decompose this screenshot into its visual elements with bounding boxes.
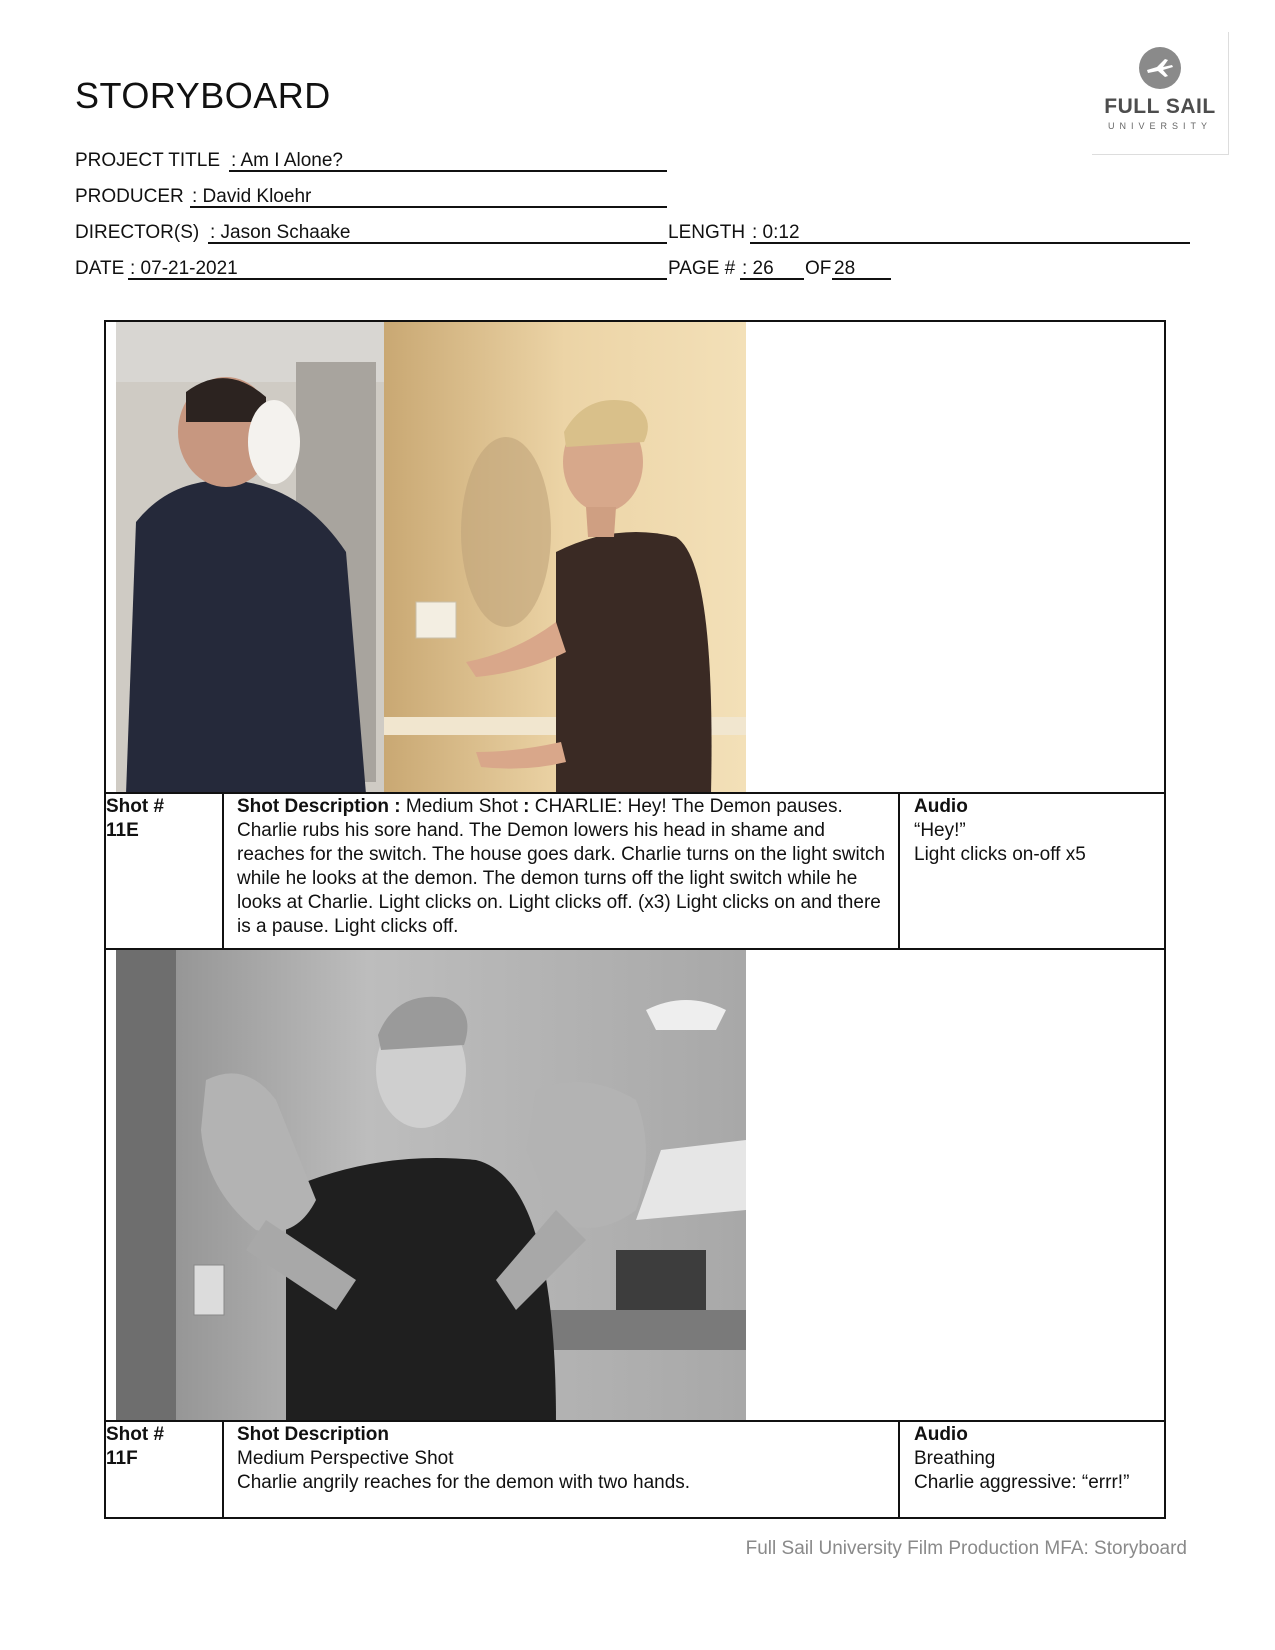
logo-subtitle: UNIVERSITY bbox=[1107, 121, 1212, 131]
director-value: : Jason Schaake bbox=[208, 222, 667, 244]
producer-value: : David Kloehr bbox=[190, 186, 667, 208]
length-label: LENGTH bbox=[668, 222, 746, 243]
director-label: DIRECTOR(S) bbox=[75, 222, 200, 243]
full-sail-logo bbox=[1092, 32, 1229, 155]
shot-description-cell bbox=[237, 795, 893, 939]
storyboard-table bbox=[104, 320, 1166, 1519]
audio-line: Charlie aggressive: “errr!” bbox=[914, 1472, 1130, 1493]
page-footer: Full Sail University Film Production MFA: Storyboard bbox=[745, 1538, 1187, 1559]
column-divider bbox=[898, 792, 900, 949]
shot-11f-image bbox=[116, 950, 746, 1422]
shot-type: Medium Perspective Shot bbox=[237, 1448, 454, 1469]
shot-description-heading: Shot Description : bbox=[237, 796, 401, 817]
shot-number-cell bbox=[106, 1423, 218, 1471]
shot-description-cell bbox=[237, 1423, 893, 1495]
shot-number-cell bbox=[106, 795, 218, 843]
date-label: DATE bbox=[75, 258, 125, 279]
column-divider bbox=[222, 792, 224, 949]
shot-type: Medium Shot bbox=[400, 796, 524, 817]
shot-11e-image bbox=[116, 322, 746, 794]
shot-number: 11F bbox=[106, 1448, 138, 1469]
shot-description-text: Charlie angrily reaches for the demon with two hands. bbox=[237, 1472, 691, 1493]
audio-line: Light clicks on-off x5 bbox=[914, 844, 1086, 865]
project-title-value: : Am I Alone? bbox=[229, 150, 667, 172]
shot-label: Shot # bbox=[106, 796, 165, 817]
row-divider bbox=[106, 1420, 1164, 1422]
audio-heading: Audio bbox=[914, 1424, 968, 1445]
producer-label: PRODUCER bbox=[75, 186, 184, 207]
column-divider bbox=[898, 1420, 900, 1517]
shot-label: Shot # bbox=[106, 1424, 165, 1445]
row-divider bbox=[106, 792, 1164, 794]
shot-description-heading: Shot Description bbox=[237, 1424, 390, 1445]
date-value: : 07-21-2021 bbox=[128, 258, 667, 280]
of-value: 28 bbox=[832, 258, 891, 280]
logo-name: FULL SAIL bbox=[1104, 95, 1216, 118]
page-value: : 26 bbox=[740, 258, 804, 280]
shot-type-colon: : bbox=[523, 796, 530, 817]
audio-cell bbox=[914, 795, 1159, 867]
column-divider bbox=[222, 1420, 224, 1517]
airplane-icon bbox=[1139, 47, 1181, 89]
project-title-label: PROJECT TITLE bbox=[75, 150, 220, 171]
of-label: OF bbox=[805, 258, 832, 279]
page-label: PAGE # bbox=[668, 258, 736, 279]
shot-description-text: CHARLIE: Hey! The Demon pauses. Charlie rubs his sore hand. The Demon lowers his head in shame and reaches for the switch. The house goes dark. Charlie turns on the light switch while he looks at the demon. The demon turns off the light switch while he looks at Charlie. Light clicks on. Light clicks off. (x3) Light clicks on and there is a pause. Light clicks off. bbox=[237, 796, 886, 937]
page-title: STORYBOARD bbox=[75, 75, 331, 116]
length-value: : 0:12 bbox=[750, 222, 1190, 244]
audio-heading: Audio bbox=[914, 796, 968, 817]
audio-line: Breathing bbox=[914, 1448, 996, 1469]
shot-number: 11E bbox=[106, 820, 139, 841]
audio-line: “Hey!” bbox=[914, 820, 966, 841]
audio-cell bbox=[914, 1423, 1159, 1495]
